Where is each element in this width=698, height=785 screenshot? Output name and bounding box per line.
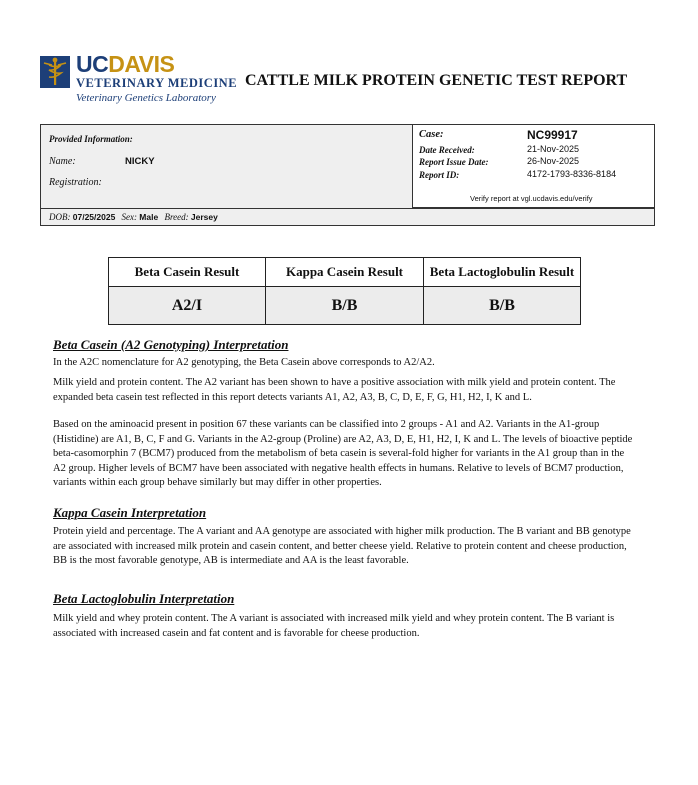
results-table bbox=[108, 257, 581, 325]
animal-name: NICKY bbox=[125, 156, 155, 167]
verify-link[interactable]: Verify report at vgl.ucdavis.edu/verify bbox=[470, 194, 593, 203]
beta-lactoglobulin-header: Beta Lactoglobulin Result bbox=[424, 258, 581, 287]
issue-date-value: 26-Nov-2025 bbox=[527, 156, 580, 166]
logo-lab-name: Veterinary Genetics Laboratory bbox=[76, 92, 216, 104]
animal-details-row bbox=[49, 212, 218, 222]
results-header-row bbox=[109, 258, 581, 287]
ucdavis-shield-logo bbox=[40, 56, 70, 88]
beta-lactoglobulin-title: Beta Lactoglobulin Interpretation bbox=[53, 591, 235, 606]
report-title: CATTLE MILK PROTEIN GENETIC TEST REPORT bbox=[245, 72, 628, 89]
report-id-value: 4172-1793-8336-8184 bbox=[527, 169, 617, 179]
divider bbox=[40, 208, 655, 209]
beta-lactoglobulin-result: B/B bbox=[424, 287, 581, 325]
beta-casein-p1: In the A2C nomenclature for A2 genotyping, the Beta Casein above corresponds to A2/A2. bbox=[53, 357, 435, 368]
date-received-label: Date Received: bbox=[419, 145, 475, 155]
sex-value: Male bbox=[139, 212, 159, 222]
beta-casein-header: Beta Casein Result bbox=[109, 258, 266, 287]
name-label: Name: bbox=[49, 156, 76, 167]
beta-casein-result: A2/I bbox=[109, 287, 266, 325]
caduceus-icon bbox=[40, 56, 70, 88]
case-number: NC99917 bbox=[527, 128, 578, 142]
logo-school-name: VETERINARY MEDICINE bbox=[76, 76, 238, 90]
report-id-label: Report ID: bbox=[419, 170, 460, 180]
kappa-casein-title: Kappa Casein Interpretation bbox=[53, 505, 207, 520]
logo-davis-text: DAVIS bbox=[108, 51, 175, 77]
kappa-casein-header: Kappa Casein Result bbox=[266, 258, 424, 287]
issue-date-label: Report Issue Date: bbox=[419, 157, 489, 167]
beta-casein-p3: Based on the aminoacid present in position 67 these variants can be classified into 2 groups - A1 and A2. Variants in the A1-group (Histidine) are A1, B, C, F and G. Variants in the A2-group (Proline) are A2, A3, D, E, H1, H2, I, K and L. The levels of bioactive peptide beta-casomorphin 7 (BCM7) produced from the metabolism of beta casein is several-fold higher for variants in the A1 group than in the A2 group. Higher levels of BCM7 have been associated with negative health effects in humans. Relative to levels of BCM7 production, variants within each group behave similarly but may differ in other properties. bbox=[53, 419, 633, 488]
breed-value: Jersey bbox=[190, 212, 218, 222]
results-value-row bbox=[109, 287, 581, 325]
dob-label: DOB: bbox=[49, 212, 71, 222]
breed-label: Breed: bbox=[164, 212, 189, 222]
logo-wordmark bbox=[76, 51, 174, 78]
logo-uc-text: UC bbox=[76, 51, 109, 77]
beta-lactoglobulin-p1: Milk yield and whey protein content. The A variant is associated with increased milk yield and whey protein content. The B variant is associated with increased casein and fat content and is favorable for cheese production. bbox=[53, 613, 615, 639]
kappa-casein-result: B/B bbox=[266, 287, 424, 325]
provided-info-heading: Provided Information: bbox=[49, 134, 133, 144]
registration-label: Registration: bbox=[49, 177, 102, 188]
beta-casein-p2: Milk yield and protein content. The A2 variant has been shown to have a positive association with milk yield and protein content. The expanded beta casein test reflected in this report detects variants A1, A2, A3, B, C, D, E, F, G, H1, H2, I, K and L. bbox=[53, 377, 616, 403]
sex-label: Sex: bbox=[121, 212, 138, 222]
case-label: Case: bbox=[419, 129, 444, 140]
date-received-value: 21-Nov-2025 bbox=[527, 144, 580, 154]
kappa-casein-p1: Protein yield and percentage. The A variant and AA genotype are associated with higher milk production. The B variant and BB genotype are associated with increased milk protein and casein content, and better cheese yield. Relative to protein content and cheese production, BB is the most favorable genotype, AB is intermediate and AA is the least favorable. bbox=[53, 526, 631, 566]
dob-value: 07/25/2025 bbox=[72, 212, 116, 222]
beta-casein-title: Beta Casein (A2 Genotyping) Interpretation bbox=[53, 337, 289, 352]
